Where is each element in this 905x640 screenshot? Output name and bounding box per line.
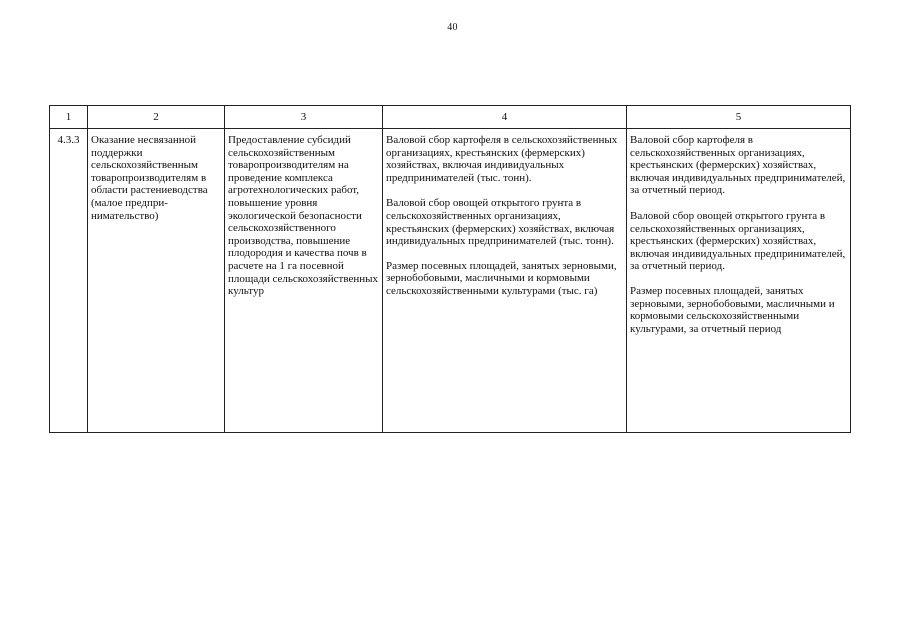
column-header-2: 2 <box>88 106 225 129</box>
page-number: 40 <box>447 22 458 33</box>
measure-name: Оказание несвязанной поддержки сельскохозяйственным товаропроизводителям в области растениеводства (малое предпри-нимательство) <box>88 129 225 433</box>
table-header-row <box>50 106 851 129</box>
column-header-5: 5 <box>627 106 851 129</box>
value-vegetables: Валовой сбор овощей открытого грунта в сельскохозяйственных организациях, крестьянских (фермерских) хозяйствах, включая индивидуальных предпринимателей, за отчетный период. <box>630 209 846 273</box>
measure-description: Предоставление субсидий сельскохозяйственным товаропроизводителям на проведение комплекса агротехнологических работ, повышение уровня экологической безопасности сельскохозяйственного производства, повышение плодородия и качества почв в расчете на 1 га посевной площади сельскохозяйственных культур <box>225 129 383 433</box>
indicator-potato: Валовой сбор картофеля в сельскохозяйственных организациях, крестьянских (фермерских) хозяйствах, включая индивидуальных предпринимателей (тыс. тонн). <box>386 134 618 184</box>
value-sown-area: Размер посевных площадей, занятых зерновыми, зернобобовыми, масличными и кормовыми сельскохозяйственными культурами, за отчетный период <box>630 284 835 335</box>
column-header-1: 1 <box>50 106 88 129</box>
indicators-cell <box>383 129 627 433</box>
table-row <box>50 129 851 433</box>
indicator-vegetables: Валовой сбор овощей открытого грунта в сельскохозяйственных организациях, крестьянских (фермерских) хозяйствах, включая индивидуальных предпринимателей (тыс. тонн). <box>386 197 615 248</box>
row-code: 4.3.3 <box>50 129 88 433</box>
column-header-3: 3 <box>225 106 383 129</box>
indicator-sown-area: Размер посевных площадей, занятых зерновыми, зернобобовыми, масличными и кормовыми сельскохозяйственными культурами (тыс. га) <box>386 259 617 297</box>
value-potato: Валовой сбор картофеля в сельскохозяйственных организациях, крестьянских (фермерских) хозяйствах, включая индивидуальных предпринимателей, за отчетный период. <box>630 134 846 197</box>
column-header-4: 4 <box>383 106 627 129</box>
indicators-table <box>49 105 851 433</box>
values-cell <box>627 129 851 433</box>
